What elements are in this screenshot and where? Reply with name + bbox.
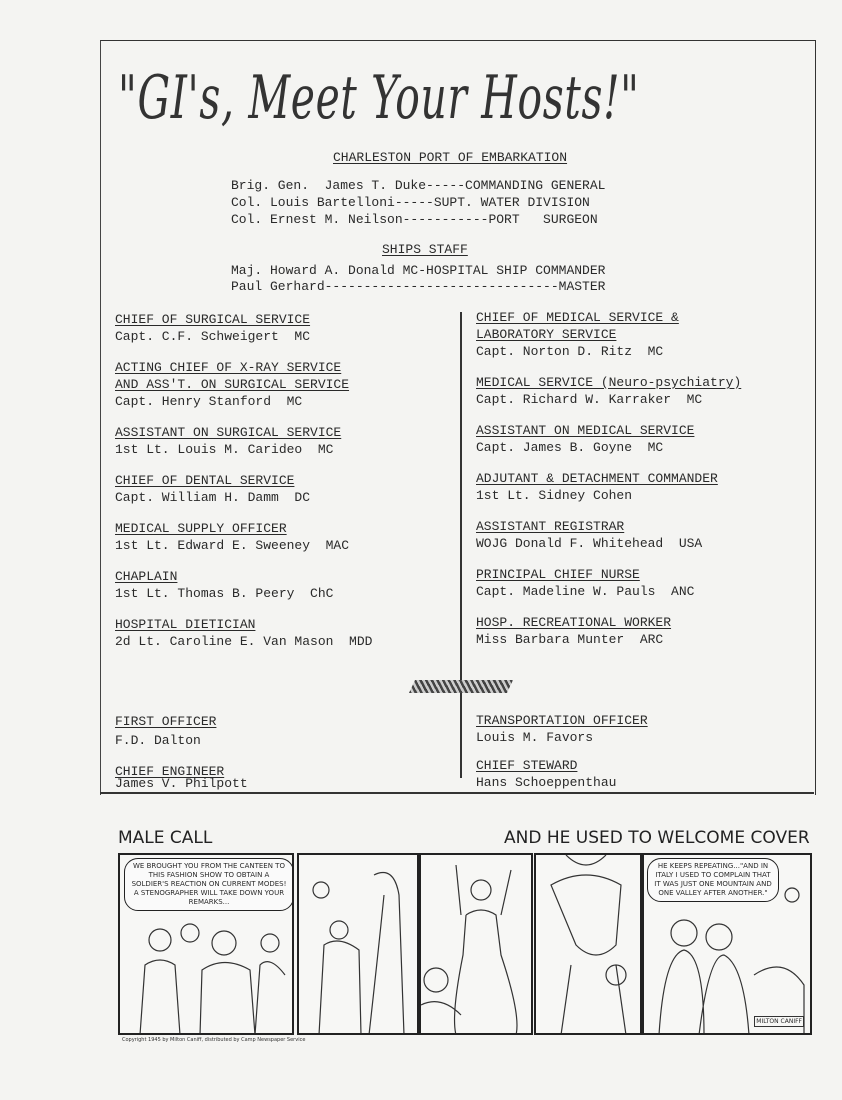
officer-name: 1st Lt. Louis M. Carideo MC [115, 442, 334, 457]
section-heading: MEDICAL SUPPLY OFFICER [115, 521, 287, 536]
crew-name: F.D. Dalton [115, 733, 201, 748]
artist-signature: MILTON CANIFF [756, 1018, 802, 1025]
bottom-rule [100, 792, 814, 794]
crew-heading: CHIEF ENGINEER [115, 764, 225, 779]
crew-heading: TRANSPORTATION OFFICER [476, 713, 648, 728]
section-heading: LABORATORY SERVICE [476, 327, 617, 342]
column-divider [460, 312, 462, 778]
staff-section [115, 568, 445, 602]
speech-bubble: HE KEEPS REPEATING..."AND IN ITALY I USED TO COMPLAIN THAT IT WAS JUST ONE MOUNTAIN AND ONE VALLEY AFTER ANOTHER." [647, 858, 779, 902]
staff-section [115, 616, 445, 650]
left-column [115, 311, 445, 664]
crew-heading: CHIEF STEWARD [476, 758, 578, 773]
port-line: Col. Louis Bartelloni-----SUPT. WATER DIVISION [231, 195, 590, 210]
comic-credit: Copyright 1945 by Milton Caniff, distributed by Camp Newspaper Service [122, 1037, 306, 1043]
comic-panel-4 [534, 853, 642, 1035]
section-heading: ASSISTANT ON MEDICAL SERVICE [476, 423, 695, 438]
section-heading: ADJUTANT & DETACHMENT COMMANDER [476, 471, 718, 486]
officer-name: Capt. Henry Stanford MC [115, 394, 303, 409]
crew-name: Hans Schoeppenthau [476, 775, 617, 790]
officer-name: Capt. William H. Damm DC [115, 490, 311, 505]
section-heading: HOSP. RECREATIONAL WORKER [476, 615, 672, 630]
staff-section [476, 518, 806, 552]
section-heading: ASSISTANT ON SURGICAL SERVICE [115, 425, 342, 440]
staff-section [115, 359, 445, 410]
staff-line: Maj. Howard A. Donald MC-HOSPITAL SHIP COMMANDER [231, 263, 606, 278]
crew-name: James V. Philpott [115, 776, 248, 791]
section-heading: CHIEF OF DENTAL SERVICE [115, 473, 295, 488]
section-heading: CHIEF OF SURGICAL SERVICE [115, 312, 311, 327]
staff-section [115, 311, 445, 345]
comic-drawing [299, 855, 417, 1035]
comic-drawing [644, 855, 810, 1035]
staff-section [476, 309, 806, 360]
comic-panel-1 [118, 853, 294, 1035]
officer-name: 1st Lt. Thomas B. Peery ChC [115, 586, 334, 601]
comic-drawing [120, 855, 292, 1035]
staff-section [115, 472, 445, 506]
staff-section [476, 566, 806, 600]
officer-name: 2d Lt. Caroline E. Van Mason MDD [115, 634, 373, 649]
hatched-separator [409, 680, 513, 693]
comic-caption: AND HE USED TO WELCOME COVER [504, 828, 810, 848]
comic-drawing [421, 855, 531, 1035]
port-line: Col. Ernest M. Neilson-----------PORT SURGEON [231, 212, 598, 227]
port-heading: CHARLESTON PORT OF EMBARKATION [333, 150, 568, 165]
comic-panel-2 [297, 853, 419, 1035]
section-heading: HOSPITAL DIETICIAN [115, 617, 256, 632]
page-title: "GI's, Meet Your Hosts!" [118, 63, 640, 133]
staff-section [476, 374, 806, 408]
staff-section [476, 470, 806, 504]
comic-panel-3 [419, 853, 533, 1035]
comic-strip [112, 826, 812, 1050]
staff-line: Paul Gerhard------------------------------MASTER [231, 279, 606, 294]
staff-section [115, 520, 445, 554]
section-heading: ACTING CHIEF OF X-RAY SERVICE [115, 360, 342, 375]
staff-section [476, 422, 806, 456]
staff-section [476, 614, 806, 648]
section-heading: CHAPLAIN [115, 569, 178, 584]
officer-name: WOJG Donald F. Whitehead USA [476, 536, 703, 551]
speech-bubble: WE BROUGHT YOU FROM THE CANTEEN TO THIS FASHION SHOW TO OBTAIN A SOLDIER'S REACTION ON CURRENT MODES! A STENOGRAPHER WILL TAKE DOWN YOUR REMARKS... [124, 858, 294, 911]
section-heading: PRINCIPAL CHIEF NURSE [476, 567, 640, 582]
right-column [476, 309, 806, 662]
officer-name: Miss Barbara Munter ARC [476, 632, 664, 647]
officer-name: Capt. C.F. Schweigert MC [115, 329, 311, 344]
comic-title: MALE CALL [118, 828, 213, 848]
section-heading: AND ASS'T. ON SURGICAL SERVICE [115, 377, 350, 392]
officer-name: Capt. James B. Goyne MC [476, 440, 664, 455]
section-heading: CHIEF OF MEDICAL SERVICE & [476, 310, 679, 325]
port-line: Brig. Gen. James T. Duke-----COMMANDING GENERAL [231, 178, 606, 193]
officer-name: 1st Lt. Sidney Cohen [476, 488, 633, 503]
crew-name: Louis M. Favors [476, 730, 594, 745]
officer-name: 1st Lt. Edward E. Sweeney MAC [115, 538, 350, 553]
officer-name: Capt. Richard W. Karraker MC [476, 392, 703, 407]
officer-name: Capt. Norton D. Ritz MC [476, 344, 664, 359]
section-heading: MEDICAL SERVICE (Neuro-psychiatry) [476, 375, 742, 390]
ships-staff-heading: SHIPS STAFF [382, 242, 468, 257]
comic-drawing [536, 855, 640, 1035]
officer-name: Capt. Madeline W. Pauls ANC [476, 584, 695, 599]
comic-panel-5 [642, 853, 812, 1035]
staff-section [115, 424, 445, 458]
crew-heading: FIRST OFFICER [115, 714, 217, 729]
section-heading: ASSISTANT REGISTRAR [476, 519, 625, 534]
